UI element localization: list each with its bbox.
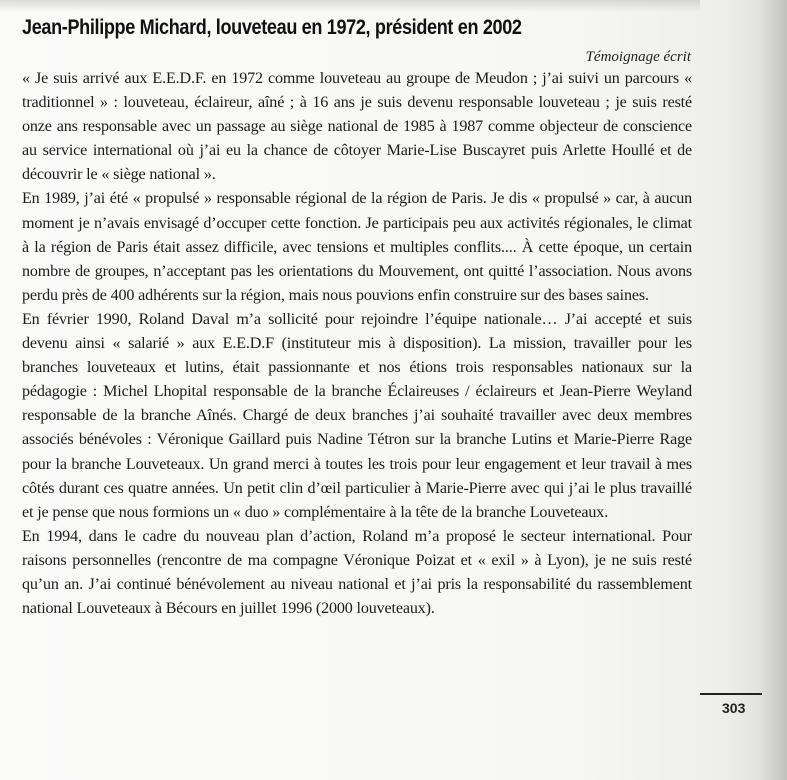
page-number: 303 xyxy=(722,700,746,716)
footer-rule xyxy=(700,693,762,695)
page-title: Jean-Philippe Michard, louveteau en 1972, président en 2002 xyxy=(22,16,522,39)
paragraph-1: « Je suis arrivé aux E.E.D.F. en 1972 comme louveteau au groupe de Meudon ; j’ai suivi un parcours « traditionnel » : louveteau, éclaireur, aîné ; à 16 ans je suis devenu responsable louveteau ; je suis resté onze ans responsable avec un passage au siège national de 1985 à 1987 comme objecteur de conscience au service international où j’ai eu la chance de côtoyer Marie-Lise Buscayret puis Arlette Houllé et de découvrir le « siège national ». xyxy=(22,70,692,184)
paragraph-2: En 1989, j’ai été « propulsé » responsable régional de la région de Paris. Je dis « propulsé » car, à aucun moment je n’avais envisagé d’occuper cette fonction. Je participais peu aux activités régionales, le climat à la région de Paris était assez difficile, avec tensions et multiples conflits.... À cette époque, un certain nombre de groupes, n’acceptant pas les orientations du Mouvement, ont quitté l’association. Nous avons perdu près de 400 adhérents sur la région, mais nous pouvions enfin construire sur des bases saines. xyxy=(22,190,692,304)
testimony-label: Témoignage écrit xyxy=(585,49,691,65)
paragraph-4: En 1994, dans le cadre du nouveau plan d’action, Roland m’a proposé le secteur international. Pour raisons personnelles (rencontre de ma compagne Véronique Poizat et « exil » à Lyon), je ne suis resté qu’un an. J’ai continué bénévolement au niveau national et j’ai pris la responsabilité du rassemblement national Louveteaux à Bécours en juillet 1996 (2000 louveteaux). xyxy=(22,527,692,618)
page-edge-shadow xyxy=(759,0,787,780)
bleed-through-shadow xyxy=(0,0,700,12)
body-text xyxy=(22,67,692,621)
paragraph-3: En février 1990, Roland Daval m’a sollicité pour rejoindre l’équipe nationale… J’ai accepté et suis devenu ainsi « salarié » aux E.E.D.F (instituteur mis à disposition). La mission, travailler pour les branches louveteaux et lutins, était passionnante et nos étions trois responsables nationaux sur la pédagogie : Michel Lhopital responsable de la branche Éclaireuses / éclaireurs et Jean-Pierre Weyland responsable de la branche Aînés. Chargé de deux branches j’ai souhaité travailler avec deux membres associés bénévoles : Véronique Gaillard puis Nadine Tétron sur la branche Lutins et Marie-Pierre Rage pour la branche Louveteaux. Un grand merci à toutes les trois pour leur engagement et leur travail à mes côtés durant ces quatre années. Un petit clin d’œil particulier à Marie-Pierre avec qui j’ai le plus travaillé et je pense que nous formions un « duo » complémentaire à la tête de la branche Louveteaux. xyxy=(22,310,692,521)
